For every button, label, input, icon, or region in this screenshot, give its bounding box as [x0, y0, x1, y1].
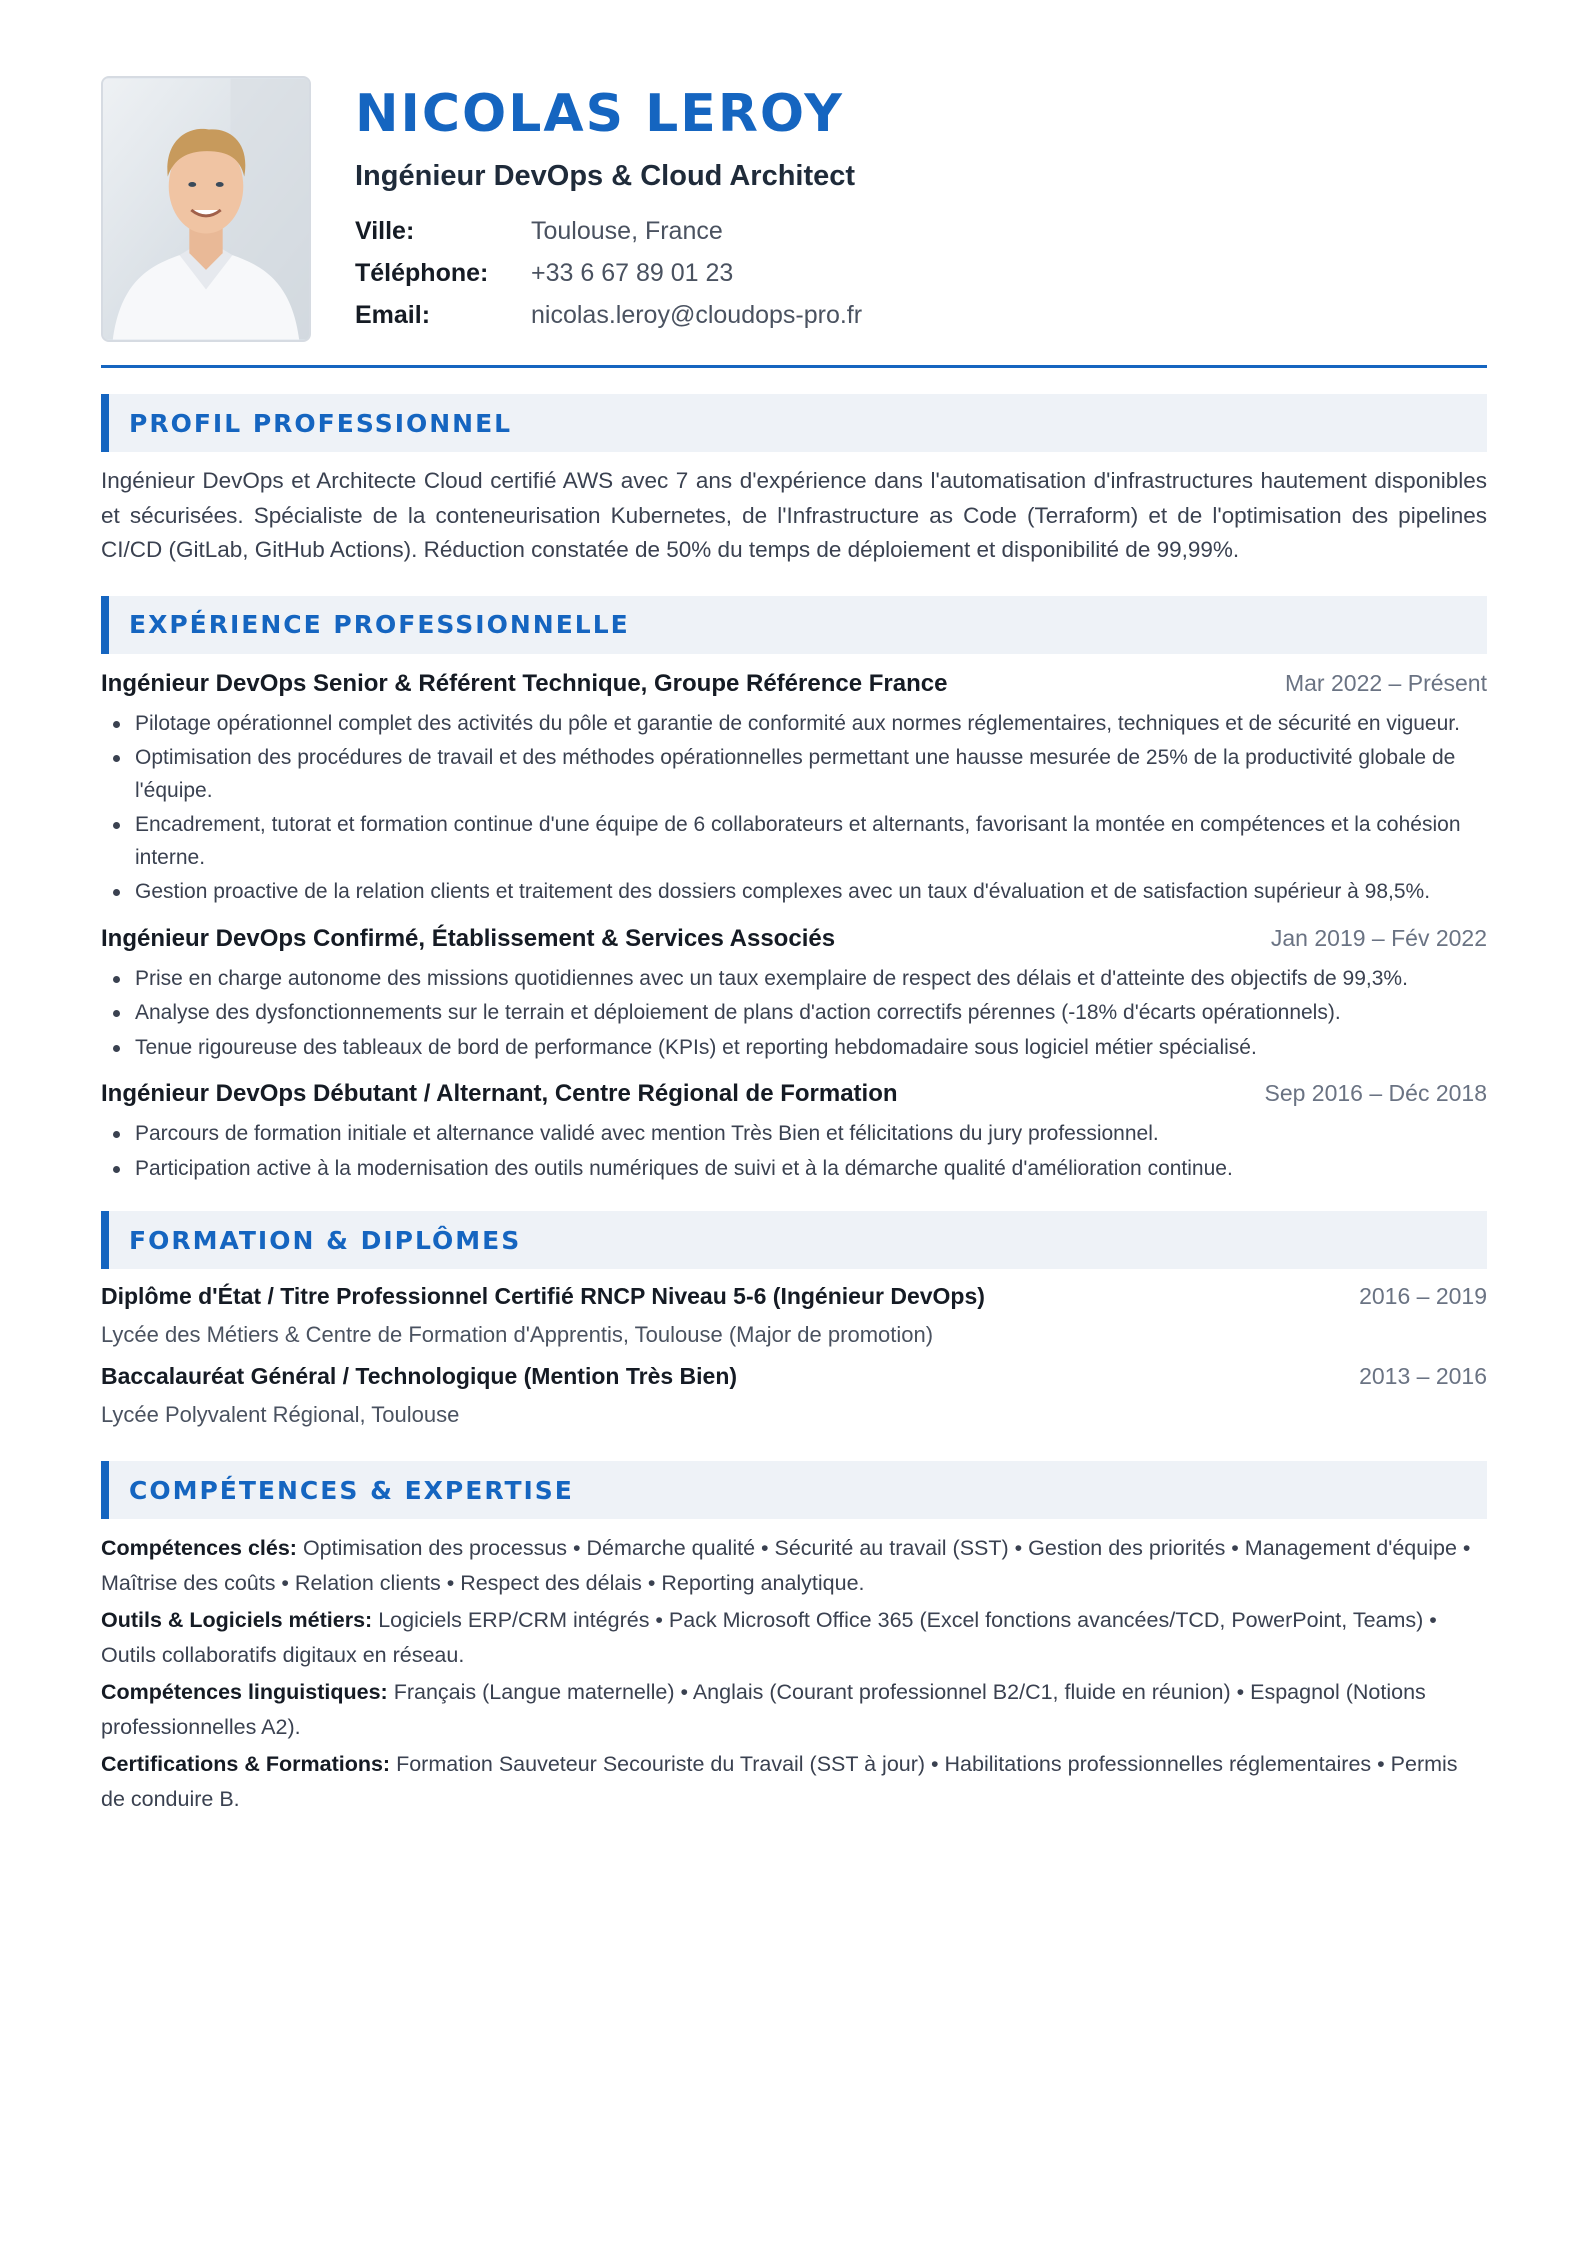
- section-heading: [101, 1461, 1487, 1519]
- bullet-icon: [113, 889, 120, 896]
- bullet-icon: [113, 721, 120, 728]
- list-item: [101, 708, 1487, 741]
- list-item: [101, 1153, 1487, 1186]
- education-title: Diplôme d'État / Titre Professionnel Certifié RNCP Niveau 5-6 (Ingénieur DevOps): [101, 1283, 985, 1309]
- contact-row-phone: [355, 252, 1487, 294]
- section-heading: [101, 1211, 1487, 1269]
- contact-value-email: nicolas.leroy@cloudops-pro.fr: [531, 300, 863, 329]
- skill-text: Optimisation des processus • Démarche qualité • Sécurité au travail (SST) • Gestion des priorités • Management d'équipe • Maîtrise des coûts • Relation clients • Respect des délais • Reporting analytique.: [101, 1536, 1471, 1595]
- job-date: Sep 2016 – Déc 2018: [1264, 1080, 1487, 1106]
- contact-label: Ville:: [355, 216, 415, 245]
- skill-row: [101, 1603, 1487, 1672]
- education-entry: [101, 1283, 1487, 1351]
- list-item: [101, 742, 1487, 807]
- education-date: 2016 – 2019: [1359, 1283, 1487, 1309]
- education-header: [101, 1363, 1487, 1399]
- section-title-competences: COMPÉTENCES & EXPERTISE: [129, 1475, 574, 1505]
- candidate-title: Ingénieur DevOps & Cloud Architect: [355, 160, 856, 192]
- section-title-profil: PROFIL PROFESSIONNEL: [129, 408, 513, 438]
- contact-row-email: [355, 294, 1487, 336]
- education-entry: [101, 1363, 1487, 1431]
- education-school: Lycée des Métiers & Centre de Formation d'Apprentis, Toulouse (Major de promotion): [101, 1322, 934, 1347]
- skill-label: Outils & Logiciels métiers:: [101, 1608, 373, 1632]
- skills-list: [101, 1531, 1487, 1816]
- bullet-text: Encadrement, tutorat et formation continue d'une équipe de 6 collaborateurs et alternants, favorisant la montée en compétences et la cohésion interne.: [135, 813, 1461, 869]
- section-title-experience: EXPÉRIENCE PROFESSIONNELLE: [129, 610, 630, 639]
- list-item: [101, 1118, 1487, 1151]
- list-item: [101, 1032, 1487, 1065]
- profile-photo: [101, 76, 311, 342]
- profil-text: Ingénieur DevOps et Architecte Cloud certifié AWS avec 7 ans d'expérience dans l'automatisation d'infrastructures hautement disponibles et sécurisées. Spécialiste de la conteneurisation Kubernetes, de l'Infrastructure as Code (Terraform) et de l'optimisation des pipelines CI/CD (GitLab, GitHub Actions). Réduction constatée de 50% du temps de déploiement et disponibilité de 99,99%.: [101, 468, 1487, 562]
- bullet-text: Optimisation des procédures de travail et des méthodes opérationnelles permettant une hausse mesurée de 25% de la productivité globale de l'équipe.: [135, 746, 1456, 802]
- skill-row: [101, 1675, 1487, 1744]
- skill-row: [101, 1531, 1487, 1600]
- section-heading: [101, 394, 1487, 452]
- job-title: Ingénieur DevOps Senior & Référent Technique, Groupe Référence France: [101, 669, 948, 697]
- job-date: Mar 2022 – Présent: [1284, 669, 1487, 696]
- job-entry: [101, 1080, 1487, 1185]
- list-item: [101, 876, 1487, 909]
- bullet-icon: [113, 1131, 120, 1138]
- section-competences: [101, 1461, 1487, 1816]
- bullet-text: Prise en charge autonome des missions quotidiennes avec un taux exemplaire de respect des délais et d'atteinte des objectifs de 99,3%.: [135, 966, 1408, 990]
- contact-value-phone: +33 6 67 89 01 23: [531, 258, 734, 287]
- job-header: [101, 1080, 1487, 1116]
- skill-row: [101, 1747, 1487, 1816]
- skill-label: Compétences clés:: [101, 1536, 297, 1560]
- skill-text: Français (Langue maternelle) • Anglais (Courant professionnel B2/C1, fluide en réunion) • Espagnol (Notions professionnelles A2).: [101, 1680, 1426, 1739]
- job-header: [101, 670, 1487, 706]
- section-formation: [101, 1211, 1487, 1431]
- job-date: Jan 2019 – Fév 2022: [1270, 924, 1487, 951]
- section-heading: [101, 596, 1487, 654]
- bullet-text: Participation active à la modernisation des outils numériques de suivi et à la démarche qualité d'amélioration continue.: [135, 1156, 1233, 1180]
- section-profil: [101, 394, 1487, 568]
- education-header: [101, 1283, 1487, 1319]
- header-text: [355, 80, 1487, 336]
- bullet-icon: [113, 755, 120, 762]
- list-item: [101, 963, 1487, 996]
- job-entry: [101, 670, 1487, 909]
- bullet-icon: [113, 1010, 120, 1017]
- bullet-icon: [113, 976, 120, 983]
- education-school: Lycée Polyvalent Régional, Toulouse: [101, 1402, 460, 1427]
- job-title: Ingénieur DevOps Confirmé, Établissement & Services Associés: [101, 924, 836, 952]
- skill-text: Formation Sauveteur Secouriste du Travail (SST à jour) • Habilitations professionnelles réglementaires • Permis de conduire B.: [101, 1752, 1458, 1811]
- list-item: [101, 809, 1487, 874]
- resume-header: [101, 0, 1487, 368]
- bullet-text: Tenue rigoureuse des tableaux de bord de performance (KPIs) et reporting hebdomadaire sous logiciel métier spécialisé.: [135, 1035, 1257, 1059]
- education-title: Baccalauréat Général / Technologique (Mention Très Bien): [101, 1363, 738, 1389]
- job-header: [101, 925, 1487, 961]
- job-bullets: [101, 1118, 1487, 1185]
- section-experience: [101, 596, 1487, 1186]
- contact-label: Téléphone:: [355, 258, 489, 287]
- bullet-text: Parcours de formation initiale et alternance validé avec mention Très Bien et félicitations du jury professionnel.: [135, 1122, 1159, 1145]
- job-bullets: [101, 708, 1487, 909]
- bullet-icon: [113, 822, 120, 829]
- bullet-text: Pilotage opérationnel complet des activités du pôle et garantie de conformité aux normes réglementaires, techniques et de sécurité en vigueur.: [135, 711, 1460, 735]
- skill-text: Logiciels ERP/CRM intégrés • Pack Microsoft Office 365 (Excel fonctions avancées/TCD, PowerPoint, Teams) • Outils collaboratifs digitaux en réseau.: [101, 1608, 1437, 1667]
- skill-label: Compétences linguistiques:: [101, 1680, 388, 1704]
- list-item: [101, 997, 1487, 1030]
- education-date: 2013 – 2016: [1359, 1363, 1487, 1389]
- skill-label: Certifications & Formations:: [101, 1752, 391, 1776]
- candidate-name: NICOLAS LEROY: [355, 84, 844, 144]
- contact-list: [355, 210, 1487, 336]
- job-title: Ingénieur DevOps Débutant / Alternant, Centre Régional de Formation: [101, 1080, 898, 1107]
- job-entry: [101, 925, 1487, 1065]
- bullet-icon: [113, 1166, 120, 1173]
- bullet-icon: [113, 1045, 120, 1052]
- contact-label: Email:: [355, 300, 431, 329]
- section-title-formation: FORMATION & DIPLÔMES: [129, 1225, 522, 1255]
- bullet-text: Gestion proactive de la relation clients et traitement des dossiers complexes avec un taux d'évaluation et de satisfaction supérieur à 98,5%.: [135, 880, 1431, 903]
- contact-value-city: Toulouse, France: [531, 216, 723, 245]
- contact-row-city: [355, 210, 1487, 252]
- bullet-text: Analyse des dysfonctionnements sur le terrain et déploiement de plans d'action correctifs pérennes (-18% d'écarts opérationnels).: [135, 1001, 1341, 1024]
- job-bullets: [101, 963, 1487, 1065]
